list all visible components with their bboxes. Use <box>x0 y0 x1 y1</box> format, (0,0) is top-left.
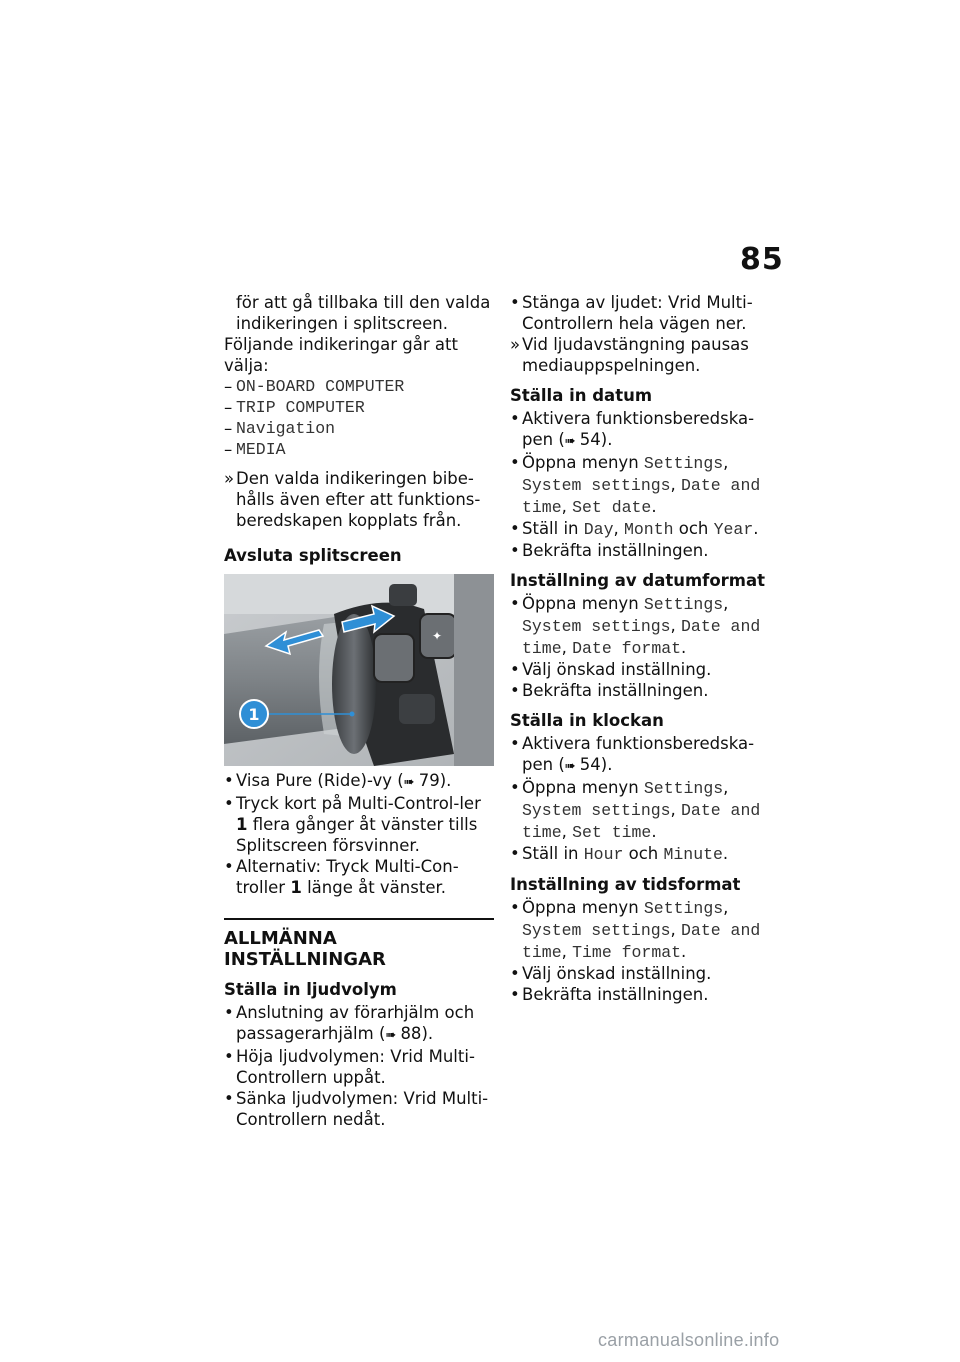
list-item: • Anslutning av förarhjälm och passagerarhjälm (➠ 88). <box>224 1003 475 1043</box>
list-item: • Öppna menyn Settings, System settings, Date and time, Set time. <box>510 778 761 842</box>
list-item: • Ställ in Day, Month och Year. <box>510 519 759 539</box>
callout-1: 1 <box>248 705 260 724</box>
result-arrow-icon: » <box>510 335 521 354</box>
intro-line-1: för att gå tillbaka till den valda <box>236 293 491 312</box>
heading-avsluta-splitscreen: Avsluta splitscreen <box>224 546 402 565</box>
list-item: • Öppna menyn Settings, System settings, Date and time, Date format. <box>510 594 761 658</box>
list-item: • Bekräfta inställningen. <box>510 985 709 1004</box>
following-text: Följande indikeringar går att välja: <box>224 335 458 375</box>
arrow-ref-icon: ➠ <box>385 1028 401 1043</box>
list-item: • Aktivera funktionsberedska-pen (➠ 54). <box>510 734 755 774</box>
heading-stalla-in-datum: Ställa in datum <box>510 386 653 405</box>
list-item: • Aktivera funktionsberedska-pen (➠ 54). <box>510 409 755 449</box>
handlebar-photo <box>224 574 494 766</box>
result-arrow-icon: » <box>224 469 235 488</box>
list-item: • Sänka ljudvolymen: Vrid Multi-Controllern nedåt. <box>224 1089 489 1129</box>
list-item: • Bekräfta inställningen. <box>510 541 709 560</box>
heading-stalla-in-ljudvolym: Ställa in ljudvolym <box>224 980 397 999</box>
heading-tidsformat: Inställning av tidsformat <box>510 875 741 894</box>
list-item: • Välj önskad inställning. <box>510 660 712 679</box>
heading-datumformat: Inställning av datumformat <box>510 571 766 590</box>
arrow-ref-icon: ➠ <box>403 775 419 790</box>
list-item: • Visa Pure (Ride)-vy (➠ 79). <box>224 771 452 790</box>
multi-controller-illustration <box>224 574 494 766</box>
option-item: – TRIP COMPUTER <box>224 398 365 417</box>
left-column <box>224 292 494 1130</box>
list-item: • Öppna menyn Settings, System settings, Date and time, Set date. <box>510 453 761 517</box>
list-item: • Bekräfta inställningen. <box>510 681 709 700</box>
list-item: • Tryck kort på Multi-Control-ler 1 flera gånger åt vänster tills Splitscreen försvinner. <box>224 794 481 855</box>
svg-text:✦: ✦ <box>431 629 443 643</box>
result-item: » Vid ljudavstängning pausas mediauppspelningen. <box>510 335 749 375</box>
list-item: • Stänga av ljudet: Vrid Multi-Controllern hela vägen ner. <box>510 293 753 333</box>
list-item: • Höja ljudvolymen: Vrid Multi-Controllern uppåt. <box>224 1047 475 1087</box>
footer-watermark: carmanualsonline.info <box>598 1330 780 1350</box>
option-item: – Navigation <box>224 419 336 438</box>
page-number: 85 <box>740 242 784 277</box>
list-item: • Ställ in Hour och Minute. <box>510 844 729 864</box>
arrow-ref-icon: ➠ <box>564 434 580 449</box>
option-item: – ON-BOARD COMPUTER <box>224 377 405 396</box>
heading-stalla-in-klockan: Ställa in klockan <box>510 711 664 730</box>
list-item: • Alternativ: Tryck Multi-Con-troller 1 länge åt vänster. <box>224 857 459 897</box>
result-item: » Den valda indikeringen bibe-hålls även efter att funktions-beredskapen kopplats från. <box>224 469 481 530</box>
section-heading: ALLMÄNNA INSTÄLLNINGAR <box>224 918 494 970</box>
right-column <box>510 292 770 1005</box>
option-item: – MEDIA <box>224 440 286 459</box>
intro-line-2: indikeringen i splitscreen. <box>236 314 449 333</box>
list-item: • Öppna menyn Settings, System settings, Date and time, Time format. <box>510 898 761 962</box>
list-item: • Välj önskad inställning. <box>510 964 712 983</box>
arrow-ref-icon: ➠ <box>564 759 580 774</box>
